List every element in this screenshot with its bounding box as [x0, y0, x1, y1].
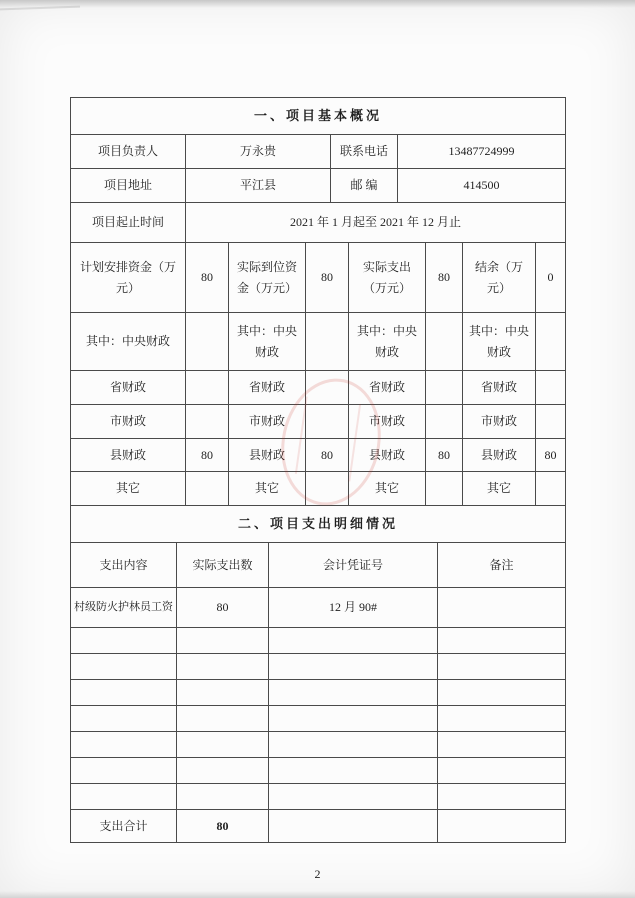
- empty-cell: [71, 654, 177, 680]
- empty-row: [71, 680, 566, 706]
- planned-funds-label: 计划安排资金（万元）: [71, 243, 186, 313]
- funds-row-county: [71, 439, 566, 472]
- funds-label-cell: 省财政: [463, 371, 536, 405]
- funds-value-cell: 80: [536, 439, 566, 472]
- empty-row: [71, 784, 566, 810]
- empty-cell: [71, 706, 177, 732]
- funds-label-cell: 省财政: [349, 371, 426, 405]
- balance-value: 0: [536, 243, 566, 313]
- empty-cell: [269, 810, 438, 843]
- funds-row-other: [71, 472, 566, 506]
- col-header-amount: 实际支出数: [177, 543, 269, 588]
- leader-value: 万永贵: [186, 135, 331, 169]
- empty-cell: [438, 706, 566, 732]
- entry-note: [438, 588, 566, 628]
- empty-cell: [438, 628, 566, 654]
- section2-header-row: [71, 543, 566, 588]
- section2-title: 二、项目支出明细情况: [71, 506, 566, 543]
- funds-value-cell: [536, 405, 566, 439]
- funds-row-province: [71, 371, 566, 405]
- funds-header-row: [71, 243, 566, 313]
- funds-label-cell: 县财政: [71, 439, 186, 472]
- empty-cell: [177, 680, 269, 706]
- period-label: 项目起止时间: [71, 203, 186, 243]
- empty-cell: [269, 706, 438, 732]
- actual-spend-label: 实际支出（万元）: [349, 243, 426, 313]
- scan-edge-top: [0, 0, 635, 8]
- phone-label: 联系电话: [331, 135, 398, 169]
- empty-cell: [269, 758, 438, 784]
- period-row: [71, 203, 566, 243]
- empty-cell: [438, 784, 566, 810]
- address-value: 平江县: [186, 169, 331, 203]
- empty-cell: [438, 654, 566, 680]
- funds-value-cell: [186, 405, 229, 439]
- total-label: 支出合计: [71, 810, 177, 843]
- leader-label: 项目负责人: [71, 135, 186, 169]
- funds-value-cell: [186, 313, 229, 371]
- expense-total-row: [71, 810, 566, 843]
- total-amount: 80: [177, 810, 269, 843]
- empty-row: [71, 628, 566, 654]
- funds-value-cell: [426, 472, 463, 506]
- funds-value-cell: 80: [306, 439, 349, 472]
- funds-value-cell: 80: [186, 439, 229, 472]
- funds-row-city: [71, 405, 566, 439]
- funds-label-cell: 其中：中央财政: [463, 313, 536, 371]
- funds-value-cell: [306, 405, 349, 439]
- funds-label-cell: 市财政: [71, 405, 186, 439]
- empty-row: [71, 706, 566, 732]
- col-header-voucher: 会计凭证号: [269, 543, 438, 588]
- empty-cell: [438, 680, 566, 706]
- balance-label: 结余（万元）: [463, 243, 536, 313]
- empty-cell: [71, 680, 177, 706]
- entry-content: 村级防火护林员工资: [71, 588, 177, 628]
- document-tables: [70, 97, 566, 843]
- section1-title: 一、项目基本概况: [71, 98, 566, 135]
- col-header-note: 备注: [438, 543, 566, 588]
- received-funds-value: 80: [306, 243, 349, 313]
- funds-value-cell: [186, 472, 229, 506]
- page-number: 2: [314, 867, 321, 881]
- scan-edge-bottom: [0, 891, 635, 898]
- funds-label-cell: 其它: [463, 472, 536, 506]
- empty-cell: [438, 758, 566, 784]
- actual-spend-value: 80: [426, 243, 463, 313]
- entry-amount: 80: [177, 588, 269, 628]
- empty-cell: [269, 784, 438, 810]
- received-funds-label: 实际到位资金（万元）: [229, 243, 306, 313]
- empty-cell: [71, 732, 177, 758]
- funds-label-cell: 其它: [71, 472, 186, 506]
- address-label: 项目地址: [71, 169, 186, 203]
- entry-voucher: 12 月 90#: [269, 588, 438, 628]
- period-value: 2021 年 1 月起至 2021 年 12 月止: [186, 203, 566, 243]
- section1-info-table: [70, 97, 566, 243]
- phone-value: 13487724999: [398, 135, 566, 169]
- empty-row: [71, 732, 566, 758]
- col-header-content: 支出内容: [71, 543, 177, 588]
- funds-value-cell: 80: [426, 439, 463, 472]
- section1-title-row: [71, 98, 566, 135]
- empty-cell: [269, 654, 438, 680]
- empty-cell: [177, 732, 269, 758]
- funds-label-cell: 省财政: [71, 371, 186, 405]
- funds-value-cell: [306, 472, 349, 506]
- expense-entry-row: [71, 588, 566, 628]
- address-row: [71, 169, 566, 203]
- empty-cell: [71, 784, 177, 810]
- empty-cell: [269, 628, 438, 654]
- empty-cell: [438, 810, 566, 843]
- funds-value-cell: [426, 405, 463, 439]
- empty-cell: [71, 628, 177, 654]
- funds-label-cell: 县财政: [463, 439, 536, 472]
- funds-label-cell: 其中：中央财政: [349, 313, 426, 371]
- empty-row: [71, 758, 566, 784]
- empty-cell: [71, 758, 177, 784]
- funds-label-cell: 县财政: [229, 439, 306, 472]
- empty-cell: [177, 706, 269, 732]
- empty-cell: [269, 732, 438, 758]
- funds-value-cell: [306, 313, 349, 371]
- postcode-value: 414500: [398, 169, 566, 203]
- funds-value-cell: [426, 313, 463, 371]
- funds-label-cell: 县财政: [349, 439, 426, 472]
- leader-row: [71, 135, 566, 169]
- section2-expense-table: [70, 505, 566, 843]
- funds-label-cell: 市财政: [229, 405, 306, 439]
- empty-cell: [438, 732, 566, 758]
- postcode-label: 邮 编: [331, 169, 398, 203]
- funds-value-cell: [536, 313, 566, 371]
- funds-label-cell: 其它: [229, 472, 306, 506]
- funds-label-cell: 市财政: [463, 405, 536, 439]
- empty-row: [71, 654, 566, 680]
- funds-label-cell: 省财政: [229, 371, 306, 405]
- section2-title-row: [71, 506, 566, 543]
- empty-cell: [177, 654, 269, 680]
- funds-row-central: [71, 313, 566, 371]
- funds-label-cell: 市财政: [349, 405, 426, 439]
- empty-cell: [177, 784, 269, 810]
- empty-cell: [177, 628, 269, 654]
- section1-funds-table: [70, 242, 566, 506]
- empty-cell: [269, 680, 438, 706]
- funds-value-cell: [536, 472, 566, 506]
- funds-label-cell: 其中：中央财政: [229, 313, 306, 371]
- funds-label-cell: 其它: [349, 472, 426, 506]
- funds-value-cell: [306, 371, 349, 405]
- planned-funds-value: 80: [186, 243, 229, 313]
- funds-value-cell: [536, 371, 566, 405]
- funds-value-cell: [186, 371, 229, 405]
- empty-cell: [177, 758, 269, 784]
- funds-value-cell: [426, 371, 463, 405]
- funds-label-cell: 其中：中央财政: [71, 313, 186, 371]
